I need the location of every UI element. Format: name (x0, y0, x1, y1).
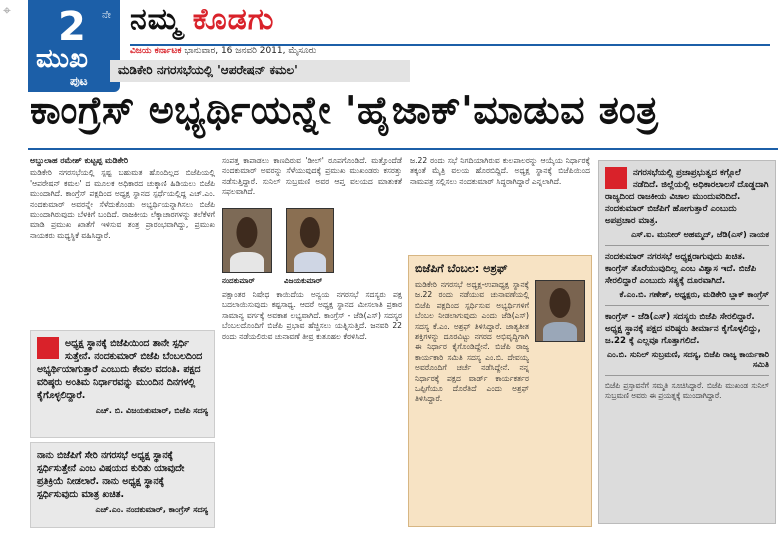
page-label-big: ಮುಖ (36, 44, 88, 74)
sidebar-box-body: ಮಡಿಕೇರಿ ನಗರಸಭೆ ಅಧ್ಯಕ್ಷ-ಉಪಾಧ್ಯಕ್ಷ ಸ್ಥಾನಕ್ಕೆ ಜ.22 ರಂದು ನಡೆಯುವ ಚುನಾವಣೆಯಲ್ಲಿ ಬಿಜೆಪಿ ಪಕ್ಷದಿಂದ ಸ್ಪರ್ಧಿಸುವ ಅಭ್ಯರ್ಥಿಗಳಿಗೆ ಬೆಂಬಲ ನೀಡಲಾಗುವುದು ಎಂದು ಜೆಡಿ(ಎಸ್) ಸದಸ್ಯ ಕೆ.ಎಂ. ಅಶ್ರಫ್ ತಿಳಿಸಿದ್ದಾರೆ. ಜಾತ್ಯತೀತ ಶಕ್ತಿಗಳನ್ನು ದೂರವಿಟ್ಟು ನಗರದ ಅಭಿವೃದ್ಧಿಗಾಗಿ ಈ ನಿರ್ಧಾರ ಕೈಗೊಂಡಿದ್ದೇನೆ. ಬಿಜೆಪಿ ರಾಜ್ಯ ಕಾರ್ಯಕಾರಿ ಸಮಿತಿ ಸದಸ್ಯ ಎಂ.ಬಿ. ದೇವಯ್ಯ ಅವರೊಂದಿಗೆ ಚರ್ಚೆ ನಡೆಸಿದ್ದೇನೆ. ನನ್ನ ನಿರ್ಧಾರಕ್ಕೆ ಪಕ್ಷದ ವಾರ್ಡ್ ಕಾರ್ಯಕರ್ತರ ಒಪ್ಪಿಗೆಯೂ ದೊರೆತಿದೆ ಎಂದು ಅಶ್ರಫ್ ತಿಳಿಸಿದ್ದಾರೆ. (415, 280, 529, 404)
quote-2-text: ನಾನು ಬಿಜೆಪಿಗೆ ಸೇರಿ ನಗರಸಭೆ ಅಧ್ಯಕ್ಷ ಸ್ಥಾನಕ್ಕೆ ಸ್ಪರ್ಧಿಸುತ್ತೇನೆ ಎಂಬ ವಿಷಯದ ಕುರಿತು ಯಾವುದೇ ಪ್ರತಿಕ್ರಿಯೆ ನೀಡಲಾರೆ. ನಾನು ಅಧ್ಯಕ್ಷ ಸ್ಥಾನಕ್ಕೆ ಸ್ಪರ್ಧಿಸುವುದು ಮಾತ್ರ ಖಚಿತ. (37, 450, 185, 500)
photo-vijayakumar (286, 208, 334, 273)
issue-date: ಭಾನುವಾರ, 16 ಜನವರಿ 2011, ಮೈಸೂರು (184, 46, 317, 56)
portrait-shirt (294, 252, 326, 272)
page-number: 2 (58, 4, 86, 50)
reaction-1-signature: ಎಸ್.ಐ. ಮುನೀರ್ ಅಹಮ್ಮದ್, ಜೆಡಿ(ಎಸ್) ನಾಯಕ (631, 230, 769, 239)
column-4-footer: ಬಿಜೆಪಿ ಪ್ರಸ್ತಾವನೆಗೆ ಸಮ್ಮತಿ ಸೂಚಿಸಿದ್ದಾರೆ. ಬಿಜೆಪಿ ಮುಖಂಡ ಸುನಿಲ್ ಸುಬ್ರಮಣಿ ಅವರು ಈ ಪ್ರಯತ್ನಕ್ಕೆ ಮುಂದಾಗಿದ್ದಾರೆ. (605, 381, 769, 400)
headline: ಕಾಂಗ್ರೆಸ್ ಅಭ್ಯರ್ಥಿಯನ್ನೇ 'ಹೈಜಾಕ್'ಮಾಡುವ ತಂತ್ರ (30, 88, 659, 132)
portrait-face (236, 217, 257, 249)
crosshair-icon: ⌖ (3, 3, 11, 19)
photo-nandakumar (222, 208, 272, 273)
quote-box-1 (30, 330, 215, 438)
masthead-title (130, 2, 274, 37)
red-square-icon (605, 167, 627, 189)
portrait-shirt (543, 322, 577, 341)
reaction-1-text: ನಗರಸಭೆಯಲ್ಲಿ ಪ್ರಜಾಪ್ರಭುತ್ವದ ಕಗ್ಗೊಲೆ ನಡೆದಿದೆ. ಜಿಲ್ಲೆಯಲ್ಲಿ ಅಧಿಕಾರಲಾಲಸೆ ದೊಡ್ಡದಾಗಿ ರಾಜ್ಯದಿಂದ ರಾಜಕೀಯ ವಿಚಾಲ ಮುಂದುವರಿದಿದೆ. ನಂದಕುಮಾರ್ ಬಿಜೆಪಿಗೆ ಹೋಗುತ್ತಾರೆ ಎಂಬುದು ಅಪಪ್ರಚಾರ ಮಾತ್ರ. (605, 168, 769, 226)
page-number-box (28, 0, 120, 92)
byline: ಅಬ್ದುಲಾಹ ರಮೇಶ್ ಕುಟ್ಟಪ್ಪ ಮಡಿಕೇರಿ (30, 156, 129, 165)
reaction-3-signature: ಎಂ.ಬಿ. ಸುನಿಲ್ ಸುಬ್ರಮಣಿ, ಸದಸ್ಯ, ಬಿಜೆಪಿ ರಾಜ್ಯ ಕಾರ್ಯಕಾರಿ ಸಮಿತಿ (606, 350, 769, 369)
brand-name: ವಿಜಯ ಕರ್ನಾಟಕ (130, 46, 182, 56)
page-label-small: ಪುಟ (70, 74, 88, 88)
column-1 (30, 156, 215, 331)
quote-1-text: ಅಧ್ಯಕ್ಷ ಸ್ಥಾನಕ್ಕೆ ಬಿಜೆಪಿಯಿಂದ ತಾನೇ ಸ್ಪರ್ಧಿ ಸುತ್ತೇನೆ. ನಂದಕುಮಾರ್ ಬಿಜೆಪಿ ಬೆಂಬಲದಿಂದ ಅಭ್ಯರ್ಥಿಯಾಗುತ್ತಾರೆ ಎಂಬುದು ಕೇವಲ ವದಂತಿ. ಪಕ್ಷದ ವರಿಷ್ಠರು ಅಂತಿಮ ನಿರ್ಧಾರವನ್ನು ಮುಂದಿನ ದಿನಗಳಲ್ಲಿ ಕೈಗೊಳ್ಳಲಿದ್ದಾರೆ. (37, 338, 203, 401)
column-3-top: ಜ.22 ರಂದು ಸಭೆ ನಿಗದಿಯಾಗಿರುವ ಕುಲಪಾಲರನ್ನು ಆಯ್ಕೆಯ ನಿರ್ಧಾರಕ್ಕೆ ತಕ್ಕಂತೆ ಮೈತ್ರಿ ವಲಯ ಹೊರಬಿದ್ದಿದೆ. ಅಧ್ಯಕ್ಷ ಸ್ಥಾನಕ್ಕೆ ಬಿಜೆಪಿಯಿಂದ ನಾಮಪತ್ರ ಸಲ್ಲಿಸಲು ನಂದಕುಮಾರ್ ಸಿದ್ಧರಾಗಿದ್ದಾರೆ ಎನ್ನಲಾಗಿದೆ. (410, 156, 590, 186)
reaction-2-signature: ಕೆ.ಎಂ.ಬಿ. ಗಣೇಶ್, ಅಧ್ಯಕ್ಷರು, ಮಡಿಕೇರಿ ಬ್ಲಾಕ್ ಕಾಂಗ್ರೆಸ್ (619, 290, 769, 299)
column-2-body: ಪಕ್ಷಾಂತರ ನಿಷೇಧ ಕಾಯಿದೆಯ ಅನ್ವಯ ನಗರಸಭೆ ಸದಸ್ಯರು ಪಕ್ಷ ಬದಲಾಯಿಸುವುದು ಕಷ್ಟಸಾಧ್ಯ. ಆದರೆ ಅಧ್ಯಕ್ಷ ಸ್ಥಾನದ ಮೀಸಲಾತಿ ಪ್ರಕಾರ ಸಾಮಾನ್ಯ ವರ್ಗಕ್ಕೆ ಅವಕಾಶ ಲಭ್ಯವಾಗಿದೆ. ಕಾಂಗ್ರೆಸ್ - ಜೆಡಿ(ಎಸ್) ಸದಸ್ಯರ ಬೆಂಬಲದೊಂದಿಗೆ ಬಿಜೆಪಿ ಪ್ರಭಾವ ಹೆಚ್ಚಿಸಲು ಯತ್ನಿಸುತ್ತಿದೆ. ಜನವರಿ 22 ರಂದು ನಡೆಯಲಿರುವ ಚುನಾವಣೆ ತೀವ್ರ ಕುತೂಹಲ ಕೆರಳಿಸಿದೆ. (222, 290, 402, 341)
sidebar-box-ashraf (408, 255, 592, 527)
dateline (130, 44, 770, 58)
column-2-side (338, 208, 402, 288)
quote-box-2 (30, 442, 215, 528)
quote-1-signature: ಎಚ್. ಬಿ. ವಿಜಯಕುಮಾರ್, ಬಿಜೆಪಿ ಸದಸ್ಯ (95, 406, 208, 415)
divider (605, 375, 769, 376)
column-2-top: ಸಂಪತ್ತ ಕಾಪಾಡಲು ಕಾಣದಿರುವ 'ಡೀಲ್' ರೂಪಗೊಂಡಿದೆ. ಮತ್ತೊಂದೆಡೆ ನಂದಕುಮಾರ್ ಅವರನ್ನು ಸೆಳೆಯುವುದಕ್ಕೆ ಪ್ರಮುಖ ಮುಖಂಡರು ಕಸರತ್ತು ನಡೆಸುತ್ತಿದ್ದಾರೆ. ಸುನಿಲ್ ಸುಬ್ರಮಣಿ ಅವರ ಆಪ್ತ ವಲಯದ ಮಾತುಕತೆ ಸಫಲವಾಗಿದೆ. (222, 156, 402, 197)
red-square-icon (37, 337, 59, 359)
portrait-shirt (230, 252, 264, 272)
portrait-face (300, 217, 320, 249)
photo-ashraf (535, 280, 585, 342)
headline-rule (28, 148, 778, 150)
masthead-title-red: ಕೊಡಗು (192, 2, 275, 37)
masthead-title-black: ನಮ್ಮ (130, 2, 182, 37)
page-number-suffix: ನೇ (102, 10, 111, 21)
column-1-body: ಮಡಿಕೇರಿ ನಗರಸಭೆಯಲ್ಲಿ ಸ್ಪಷ್ಟ ಬಹುಮತ ಹೊಂದಿಲ್ಲದ ಬಿಜೆಪಿಯಲ್ಲಿ 'ಆಪರೇಷನ್ ಕಮಲ' ದ ಮೂಲಕ ಅಧಿಕಾರದ ಚುಕ್ಕಾಣಿ ಹಿಡಿಯಲು ಬಿಜೆಪಿ ಮುಂದಾಗಿದೆ. ಕಾಂಗ್ರೆಸ್ ಪಕ್ಷದಿಂದ ಅಧ್ಯಕ್ಷ ಸ್ಥಾನದ ಸ್ಪರ್ಧೆಯಲ್ಲಿದ್ದ ಎಚ್.ಎಂ. ನಂದಕುಮಾರ್ ಅವರನ್ನೇ ಸೆಳೆದುಕೊಂಡು ಅಭ್ಯರ್ಥಿಯನ್ನಾಗಿಸಲು ಬಿಜೆಪಿ ಮುಂದಾಗಿರುವುದು ಬೆಳಕಿಗೆ ಬಂದಿದೆ. ರಾಜಕೀಯ ಲೆಕ್ಕಾಚಾರಗಳನ್ನು ತಲೆಕೆಳಗೆ ಮಾಡಿ ಪ್ರಮುಖ ಖಾತೆಗೆ ಇಳಿಸುವ ತಂತ್ರ ಪ್ರಾರಂಭವಾಗಿದ್ದು, ಪ್ರಮುಖ ನಾಯಕರು ಮಧ್ಯಸ್ಥಿಕೆ ವಹಿಸಿದ್ದಾರೆ. (30, 168, 215, 240)
reaction-3-text: ಕಾಂಗ್ರೆಸ್ - ಜೆಡಿ(ಎಸ್) ಸದಸ್ಯರು ಬಿಜೆಪಿ ಸೇರಲಿದ್ದಾರೆ. ಅಧ್ಯಕ್ಷ ಸ್ಥಾನಕ್ಕೆ ಪಕ್ಷದ ವರಿಷ್ಠರು ತೀರ್ಮಾನ ಕೈಗೊಳ್ಳಲಿದ್ದು, ಜ.22 ಕ್ಕೆ ಎಲ್ಲವೂ ಗೊತ್ತಾಗಲಿದೆ. (605, 312, 761, 346)
reaction-box (598, 160, 776, 524)
divider (605, 245, 769, 246)
portrait-face (549, 288, 570, 318)
kicker: ಮಡಿಕೇರಿ ನಗರಸಭೆಯಲ್ಲಿ 'ಆಪರೇಷನ್ ಕಮಲ' (110, 60, 410, 82)
reaction-2-text: ನಂದಕುಮಾರ್ ನಗರಸಭೆ ಅಧ್ಯಕ್ಷರಾಗುವುದು ಖಚಿತ. ಕಾಂಗ್ರೆಸ್ ತೊರೆಯುವುದಿಲ್ಲ ಎಂಬ ವಿಶ್ವಾಸ ಇದೆ. ಬಿಜೆಪಿ ಸೇರಲಿದ್ದಾರೆ ಎಂಬುದು ಸತ್ಯಕ್ಕೆ ದೂರವಾಗಿದೆ. (605, 252, 757, 286)
caption-vijayakumar: ವಿಜಯಕುಮಾರ್ (284, 276, 323, 285)
quote-2-signature: ಎಚ್.ಎಂ. ನಂದಕುಮಾರ್, ಕಾಂಗ್ರೆಸ್ ಸದಸ್ಯ (95, 505, 208, 514)
caption-nandakumar: ನಂದಕುಮಾರ್ (222, 276, 255, 285)
sidebar-box-title: ಬಿಜೆಪಿಗೆ ಬೆಂಬಲ: ಅಶ್ರಫ್ (415, 262, 508, 275)
divider (605, 305, 769, 306)
